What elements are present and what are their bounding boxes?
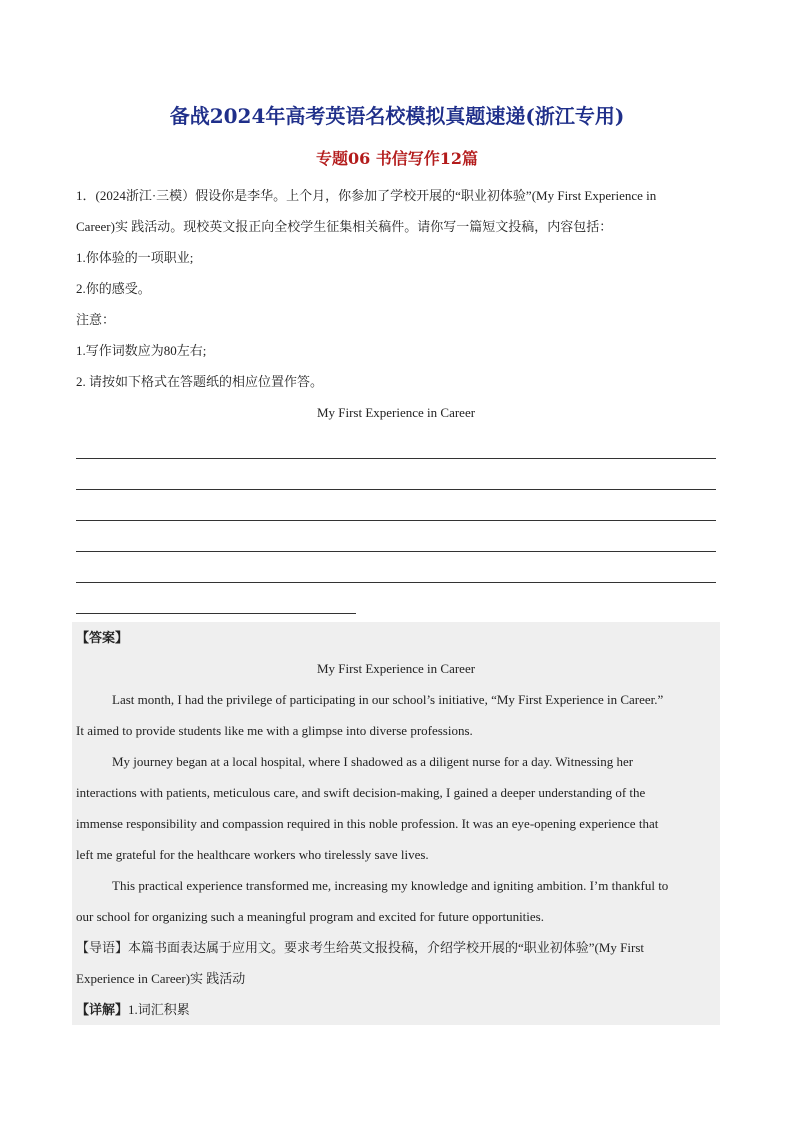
answer-line bbox=[76, 521, 716, 552]
answer-line bbox=[76, 552, 716, 583]
answer-line bbox=[76, 428, 716, 459]
answer-line bbox=[76, 490, 716, 521]
answer-line-short bbox=[76, 583, 356, 614]
document-body bbox=[76, 180, 716, 1025]
guide-line-1: 【导语】本篇书面表达属于应用文。要求考生给英文报投稿，介绍学校开展的“职业初体验”(My First bbox=[76, 940, 645, 955]
answer-paragraph-2-cont: left me grateful for the healthcare workers who tirelessly save lives. bbox=[76, 847, 429, 862]
answer-paragraph-1: Last month, I had the privilege of participating in our school’s initiative, “My First Experience in Career.” bbox=[112, 692, 664, 707]
detail-line bbox=[76, 994, 716, 1025]
answer-lines bbox=[76, 428, 716, 614]
question-line-1: 1．(2024浙江·三模）假设你是李华。上个月，你参加了学校开展的“职业初体验”(My First Experience in bbox=[76, 188, 657, 203]
note-label: 注意： bbox=[76, 312, 116, 327]
document-title: 备战2024年高考英语名校模拟真题速递(浙江专用) bbox=[169, 104, 625, 128]
note-item-2: 2. 请按如下格式在答题纸的相应位置作答。 bbox=[76, 374, 324, 389]
document-subtitle: 专题06 书信写作12篇 bbox=[315, 149, 479, 168]
question-line-2: Career)实 践活动。现校英文报正向全校学生征集相关稿件。请你写一篇短文投稿，内容包括： bbox=[76, 219, 613, 234]
answer-paragraph-2-cont: interactions with patients, meticulous care, and swift decision-making, I gained a deeper understanding of the bbox=[76, 785, 646, 800]
answer-paragraph-2-cont: immense responsibility and compassion required in this noble profession. It was an eye-opening experience that bbox=[76, 816, 659, 831]
answer-label: 【答案】 bbox=[76, 630, 129, 645]
detail-text: 1.词汇积累 bbox=[128, 1002, 190, 1017]
answer-line bbox=[76, 459, 716, 490]
answer-paragraph-3: This practical experience transformed me, increasing my knowledge and igniting ambition. I’m thankful to bbox=[112, 878, 669, 893]
answer-essay-title: My First Experience in Career bbox=[316, 661, 476, 676]
answer-section bbox=[72, 622, 720, 1025]
requirement-item-2: 2.你的感受。 bbox=[76, 281, 151, 296]
answer-paragraph-3-cont: our school for organizing such a meaningful program and excited for future opportunities. bbox=[76, 909, 544, 924]
answer-paragraph-2: My journey began at a local hospital, where I shadowed as a diligent nurse for a day. Witnessing her bbox=[112, 754, 634, 769]
essay-format-title: My First Experience in Career bbox=[316, 405, 476, 420]
note-item-1: 1.写作词数应为80左右; bbox=[76, 343, 207, 358]
guide-line-2: Experience in Career)实 践活动 bbox=[76, 971, 246, 986]
requirement-item-1: 1.你体验的一项职业; bbox=[76, 250, 194, 265]
detail-label: 【详解】 bbox=[76, 1002, 129, 1017]
answer-paragraph-1-cont: It aimed to provide students like me with a glimpse into diverse professions. bbox=[76, 723, 473, 738]
